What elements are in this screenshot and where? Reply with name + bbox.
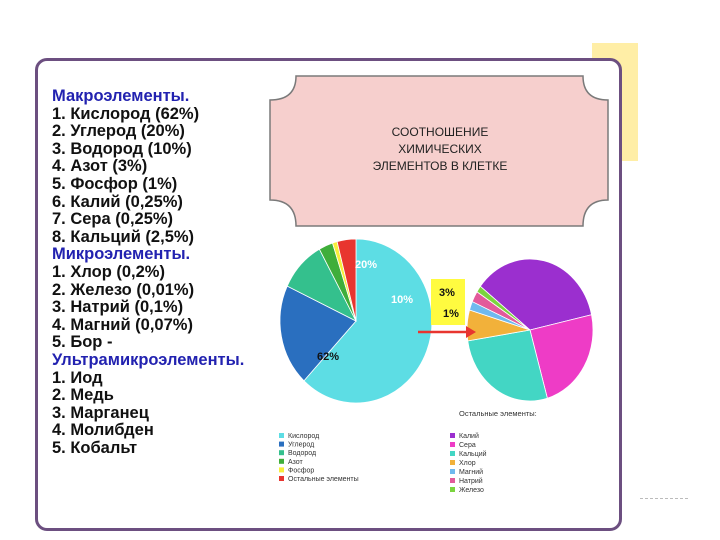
main-legend-label-остальные-элементы: Остальные элементы bbox=[288, 476, 359, 483]
main-legend-swatch-фосфор bbox=[279, 467, 284, 472]
other-legend-swatch-сера bbox=[450, 442, 455, 447]
main-pie-label-3: 10% bbox=[390, 294, 414, 306]
other-legend-label-магний: Магний bbox=[459, 469, 484, 476]
macro-item-2: 2. Углерод (20%) bbox=[52, 122, 185, 141]
macro-item-8: 8. Кальций (2,5%) bbox=[52, 227, 195, 246]
other-legend-swatch-калий bbox=[450, 433, 455, 438]
other-legend bbox=[450, 432, 487, 494]
other-legend-swatch-кальций bbox=[450, 451, 455, 456]
macro-header: Макроэлементы. bbox=[52, 87, 190, 105]
macro-item-5: 5. Фосфор (1%) bbox=[52, 174, 178, 193]
ultra-header: Ультрамикроэлементы. bbox=[52, 350, 245, 369]
banner-line-3: ЭЛЕМЕНТОВ В КЛЕТКЕ bbox=[372, 159, 508, 173]
banner-line-2: ХИМИЧЕСКИХ bbox=[398, 142, 482, 156]
ultra-item-2: 2. Медь bbox=[52, 386, 114, 405]
main-legend-swatch-азот bbox=[279, 459, 284, 464]
main-legend-label-углерод: Углерод bbox=[288, 441, 315, 449]
other-legend-label-хлор: Хлор bbox=[459, 460, 476, 467]
ultra-item-5: 5. Кобальт bbox=[52, 438, 138, 457]
ultra-item-1: 1. Иод bbox=[52, 368, 103, 387]
other-legend-label-сера: Сера bbox=[459, 442, 476, 449]
micro-item-1: 1. Хлор (0,2%) bbox=[52, 262, 165, 281]
main-pie-label-2: 20% bbox=[354, 259, 378, 271]
main-legend-swatch-водород bbox=[279, 450, 284, 455]
other-legend-label-калий: Калий bbox=[459, 433, 479, 440]
other-legend-label-железо: Железо bbox=[459, 487, 484, 494]
other-elements-title: Остальные элементы: bbox=[459, 409, 537, 418]
macro-item-6: 6. Калий (0,25%) bbox=[52, 192, 183, 211]
main-legend-label-азот: Азот bbox=[288, 458, 303, 466]
micro-header: Микроэлементы. bbox=[52, 245, 191, 264]
other-legend-swatch-хлор bbox=[450, 460, 455, 465]
other-legend-swatch-магний bbox=[450, 469, 455, 474]
micro-item-3: 3. Натрий (0,1%) bbox=[52, 298, 184, 317]
main-legend-swatch-остальные-элементы bbox=[279, 476, 284, 481]
other-elements-pie bbox=[467, 259, 593, 401]
main-pie-label-1: 62% bbox=[316, 351, 340, 363]
macro-item-1: 1. Кислород (62%) bbox=[52, 104, 200, 123]
main-legend bbox=[279, 433, 359, 483]
main-pie-label-5: 1% bbox=[443, 308, 459, 320]
other-legend-label-натрий: Натрий bbox=[459, 478, 483, 485]
other-legend-label-кальций: Кальций bbox=[459, 451, 487, 458]
other-legend-swatch-железо bbox=[450, 487, 455, 492]
macro-item-7: 7. Сера (0,25%) bbox=[52, 210, 174, 229]
macro-item-3: 3. Водород (10%) bbox=[52, 139, 192, 158]
main-legend-swatch-углерод bbox=[279, 442, 284, 447]
ultra-item-3: 3. Марганец bbox=[52, 403, 149, 422]
other-legend-swatch-натрий bbox=[450, 478, 455, 483]
macro-item-4: 4. Азот (3%) bbox=[52, 157, 148, 176]
main-legend-swatch-кислород bbox=[279, 433, 284, 438]
banner-line-1: СООТНОШЕНИЕ bbox=[391, 125, 489, 139]
micro-item-4: 4. Магний (0,07%) bbox=[52, 315, 193, 334]
ultra-item-4: 4. Молибден bbox=[52, 421, 154, 440]
main-pie-label-4: 3% bbox=[439, 287, 455, 299]
main-legend-label-фосфор: Фосфор bbox=[288, 467, 315, 475]
main-legend-label-водород: Водород bbox=[288, 450, 317, 458]
main-legend-label-кислород: Кислород bbox=[288, 433, 320, 440]
micro-item-5: 5. Бор - bbox=[52, 333, 113, 352]
micro-item-2: 2. Железо (0,01%) bbox=[52, 280, 195, 299]
